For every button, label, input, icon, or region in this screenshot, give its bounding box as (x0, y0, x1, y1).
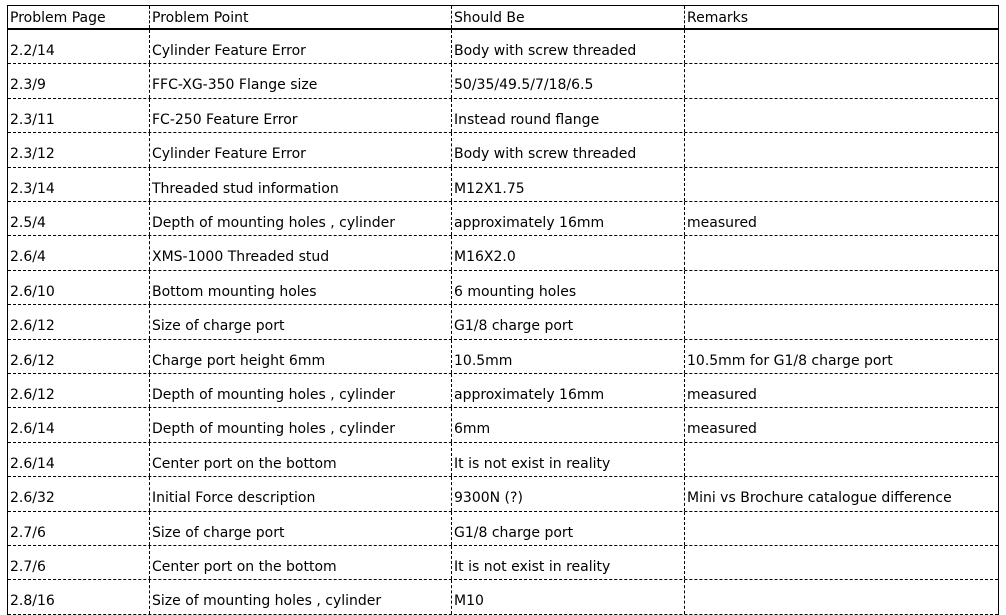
cell-remarks[interactable]: measured (684, 374, 998, 407)
cell-problem-point[interactable]: FFC-XG-350 Flange size (149, 64, 451, 97)
table-row (8, 512, 998, 546)
table-row (8, 30, 998, 64)
cell-problem-point[interactable]: Cylinder Feature Error (149, 30, 451, 63)
header-remarks[interactable]: Remarks (684, 6, 998, 28)
cell-problem-page[interactable]: 2.7/6 (10, 524, 46, 541)
table-row (8, 64, 998, 98)
cell-remarks[interactable] (684, 512, 998, 545)
cell-problem-page[interactable]: 2.6/12 (10, 318, 55, 335)
cell-problem-page[interactable]: 2.6/10 (10, 283, 55, 300)
cell-should-be[interactable]: Instead round flange (451, 99, 684, 132)
cell-remarks[interactable] (684, 443, 998, 476)
cell-should-be[interactable]: 6 mounting holes (451, 271, 684, 304)
cell-should-be[interactable]: M12X1.75 (451, 168, 684, 201)
header-problem-page[interactable]: Problem Page (10, 10, 106, 26)
cell-remarks[interactable]: Mini vs Brochure catalogue difference (684, 477, 998, 510)
table-row (8, 408, 998, 442)
table-row (8, 374, 998, 408)
cell-problem-page[interactable]: 2.6/4 (10, 249, 46, 266)
table-row (8, 580, 998, 614)
table-row (8, 305, 998, 339)
cell-remarks[interactable] (684, 168, 998, 201)
cell-problem-point[interactable]: Initial Force description (149, 477, 451, 510)
table-row (8, 340, 998, 374)
table-row (8, 168, 998, 202)
cell-remarks[interactable] (684, 133, 998, 166)
cell-should-be[interactable]: Body with screw threaded (451, 133, 684, 166)
cell-problem-point[interactable]: Depth of mounting holes , cylinder (149, 374, 451, 407)
cell-remarks[interactable]: 10.5mm for G1/8 charge port (684, 340, 998, 373)
cell-should-be[interactable]: G1/8 charge port (451, 512, 684, 545)
table-row (8, 546, 998, 580)
cell-problem-point[interactable]: FC-250 Feature Error (149, 99, 451, 132)
cell-problem-point[interactable]: Size of mounting holes , cylinder (149, 580, 451, 613)
cell-problem-page[interactable]: 2.3/14 (10, 180, 55, 197)
cell-problem-page[interactable]: 2.6/32 (10, 490, 55, 507)
cell-problem-page[interactable]: 2.3/12 (10, 146, 55, 163)
cell-should-be[interactable]: It is not exist in reality (451, 546, 684, 579)
cell-remarks[interactable]: measured (684, 202, 998, 235)
cell-problem-page[interactable]: 2.6/14 (10, 455, 55, 472)
cell-problem-point[interactable]: XMS-1000 Threaded stud (149, 236, 451, 269)
cell-problem-point[interactable]: Center port on the bottom (149, 546, 451, 579)
cell-remarks[interactable] (684, 305, 998, 338)
cell-problem-point[interactable]: Size of charge port (149, 305, 451, 338)
cell-remarks[interactable]: measured (684, 408, 998, 441)
cell-problem-point[interactable]: Size of charge port (149, 512, 451, 545)
table-row (8, 477, 998, 511)
cell-problem-page[interactable]: 2.2/14 (10, 43, 55, 59)
cell-problem-point[interactable]: Center port on the bottom (149, 443, 451, 476)
cell-problem-page[interactable]: 2.5/4 (10, 215, 46, 231)
cell-remarks[interactable] (684, 580, 998, 613)
cell-problem-point[interactable]: Charge port height 6mm (149, 340, 451, 373)
spreadsheet-table (7, 5, 999, 615)
cell-remarks[interactable] (684, 30, 998, 63)
cell-problem-point[interactable]: Depth of mounting holes , cylinder (149, 202, 451, 235)
cell-should-be[interactable]: M10 (451, 580, 684, 613)
table-row (8, 271, 998, 305)
cell-remarks[interactable] (684, 546, 998, 579)
cell-remarks[interactable] (684, 99, 998, 132)
cell-should-be[interactable]: Body with screw threaded (451, 30, 684, 63)
table-row (8, 133, 998, 167)
cell-should-be[interactable]: 6mm (451, 408, 684, 441)
cell-problem-page[interactable]: 2.3/9 (10, 77, 46, 94)
cell-problem-point[interactable]: Depth of mounting holes , cylinder (149, 408, 451, 441)
cell-problem-point[interactable]: Threaded stud information (149, 168, 451, 201)
cell-should-be[interactable]: approximately 16mm (451, 202, 684, 235)
table-row (8, 236, 998, 270)
cell-problem-page[interactable]: 2.8/16 (10, 593, 55, 610)
header-problem-point[interactable]: Problem Point (149, 6, 451, 28)
cell-remarks[interactable] (684, 64, 998, 97)
cell-should-be[interactable]: It is not exist in reality (451, 443, 684, 476)
cell-should-be[interactable]: 50/35/49.5/7/18/6.5 (451, 64, 684, 97)
header-row (8, 6, 998, 30)
cell-problem-page[interactable]: 2.7/6 (10, 559, 46, 575)
cell-remarks[interactable] (684, 271, 998, 304)
cell-problem-page[interactable]: 2.6/12 (10, 387, 55, 403)
cell-problem-point[interactable]: Cylinder Feature Error (149, 133, 451, 166)
table-row (8, 99, 998, 133)
cell-problem-page[interactable]: 2.3/11 (10, 111, 55, 128)
cell-problem-page[interactable]: 2.6/12 (10, 352, 55, 369)
cell-should-be[interactable]: 9300N (?) (451, 477, 684, 510)
cell-remarks[interactable] (684, 236, 998, 269)
cell-problem-page[interactable]: 2.6/14 (10, 421, 55, 438)
cell-should-be[interactable]: 10.5mm (451, 340, 684, 373)
cell-problem-point[interactable]: Bottom mounting holes (149, 271, 451, 304)
header-should-be[interactable]: Should Be (451, 6, 684, 28)
cell-should-be[interactable]: G1/8 charge port (451, 305, 684, 338)
cell-should-be[interactable]: M16X2.0 (451, 236, 684, 269)
cell-should-be[interactable]: approximately 16mm (451, 374, 684, 407)
table-row (8, 202, 998, 236)
table-row (8, 443, 998, 477)
